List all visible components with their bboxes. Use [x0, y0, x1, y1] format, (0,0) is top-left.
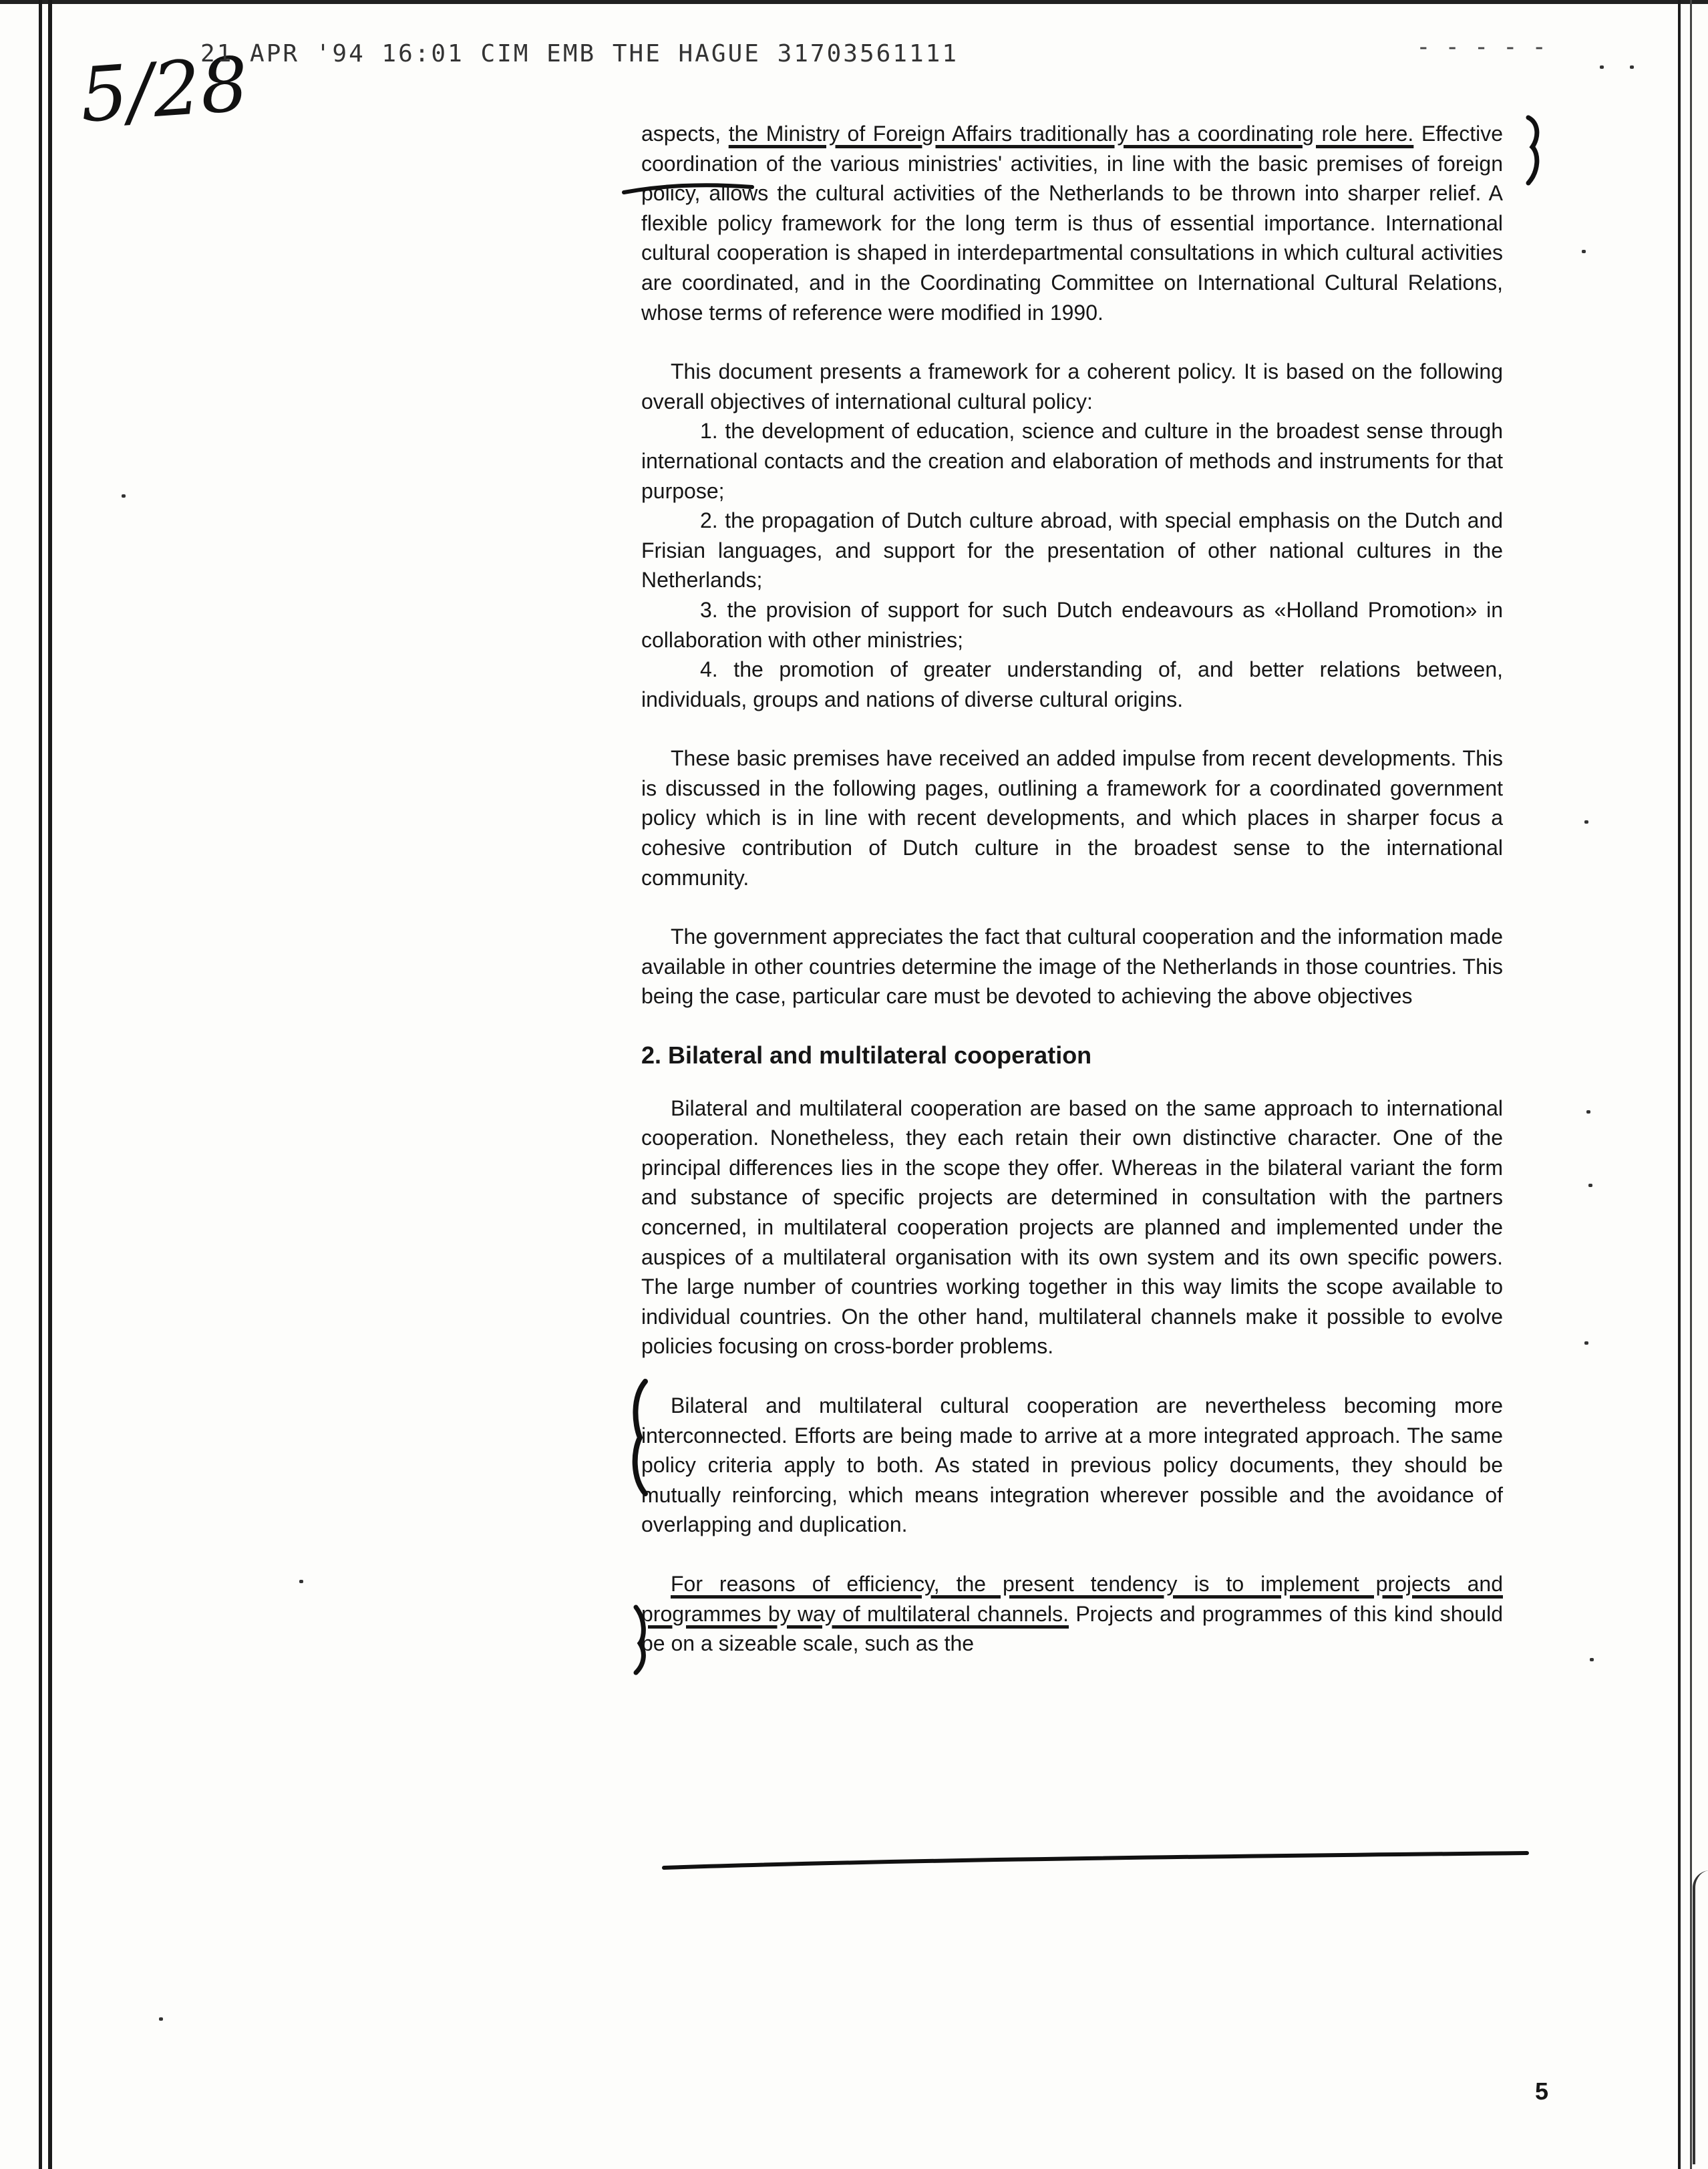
scan-speck [122, 494, 126, 498]
paragraph [641, 1569, 1503, 1659]
scan-speck [159, 2017, 163, 2021]
paragraph-text: Projects and programmes of this kind should be on a sizeable scale, such as the [641, 1601, 1504, 1656]
underlined-text: the Ministry of Foreign Affairs traditionally has a coordinating role here. [728, 122, 1414, 146]
list-item-text: the development of education, science and culture in the broadest sense through international contacts and the creation and elaboration of methods and instruments for that purpose; [641, 419, 1504, 503]
fax-corner-mark: - - - - - [1416, 33, 1547, 61]
pen-underline-stroke [661, 1849, 1530, 1876]
scan-speck [1584, 820, 1588, 824]
paragraph [641, 119, 1503, 327]
list-item [641, 506, 1503, 595]
list-number: 4. [700, 657, 718, 682]
scan-speck [1630, 65, 1634, 69]
paragraph-text: Effective coordination of the various ministries' activities, in line with the basic premises of foreign policy, allows the cultural activities of the Netherlands to be thrown into sharper relief. A flexible policy framework for the long term is thus of essential importance. International cultural cooperation is shaped in interdepartmental consultations in which cultural activities are coordinated, and in the Coordinating Committee on International Cultural Relations, whose terms of reference were modified in 1990. [641, 122, 1503, 325]
paragraph-text: aspects, [641, 122, 729, 146]
scan-edge-left-inner [48, 0, 52, 2169]
margin-brace-mark [1516, 114, 1550, 187]
paragraph: Bilateral and multilateral cultural cooperation are nevertheless becoming more interconnected. Efforts are being made to arrive at a more integrated approach. The same policy criteria apply to both. As stated in previous policy documents, they should be mutually reinforcing, which means integration wherever possible and the avoidance of overlapping and duplication. [641, 1393, 1503, 1537]
list-number: 3. [700, 597, 718, 622]
list-item-text: the propagation of Dutch culture abroad, with special emphasis on the Dutch and Frisian languages, and support for the presentation of other national cultures in the Netherlands; [641, 508, 1504, 593]
list-number: 1. [700, 419, 718, 444]
scan-edge-top [0, 0, 1708, 4]
paragraph: These basic premises have received an added impulse from recent developments. This is discussed in the following pages, outlining a framework for a coordinated government policy which is in line with recent developments, and which places in sharper focus a cohesive contribution of Dutch culture in the broadest sense to the international community. [641, 746, 1503, 890]
page-number: 5 [1535, 2077, 1549, 2105]
scan-edge-right-outer [1690, 0, 1692, 2169]
handwritten-page-mark: 5/28 [77, 41, 251, 140]
scan-edge-right-curl [1693, 1870, 1708, 2164]
pen-underline-stroke [621, 172, 755, 199]
paragraph: This document presents a framework for a coherent policy. It is based on the following overall objectives of international cultural policy: [641, 359, 1503, 413]
list-item [641, 416, 1503, 506]
paragraph: The government appreciates the fact that cultural cooperation and the information made available in other countries determine the image of the Netherlands in those countries. This being the case, particular care must be devoted to achieving the above objectives [641, 925, 1503, 1009]
scan-speck [1600, 65, 1604, 69]
list-item-text: the promotion of greater understanding of, and better relations between, individuals, groups and nations of diverse cultural origins. [641, 657, 1504, 711]
scan-speck [299, 1580, 303, 1583]
underlined-text: For reasons of efficiency, the present tendency is to implement projects and programmes by way of multilateral channels. [641, 1571, 1503, 1626]
objectives-list [641, 416, 1503, 714]
list-item [641, 655, 1503, 714]
scan-speck [1588, 1184, 1592, 1187]
fax-header: 21 APR '94 16:01 CIM EMB THE HAGUE 31703561111 [200, 40, 959, 67]
document-body [641, 119, 1503, 1688]
scan-speck [1586, 1110, 1590, 1114]
scan-speck [1582, 250, 1586, 253]
margin-bracket-mark [631, 1603, 651, 1677]
scan-edge-left [39, 0, 42, 2169]
scan-edge-right [1678, 0, 1681, 2169]
list-item [641, 595, 1503, 655]
margin-bracket-mark [625, 1377, 652, 1498]
list-number: 2. [700, 508, 718, 533]
paragraph: Bilateral and multilateral cooperation are based on the same approach to international cooperation. Nonetheless, they each retain their own distinctive character. One of the principal differences lies in the scope they offer. Whereas in the bilateral variant the form and substance of specific projects are determined in consultation with the partners concerned, in multilateral cooperation projects are planned and implemented under the auspices of a multilateral organisation with its own system and its own specific powers. The large number of countries working together in this way limits the scope available to individual countries. On the other hand, multilateral channels make it possible to evolve policies focusing on cross-border problems. [641, 1096, 1503, 1359]
list-item-text: the provision of support for such Dutch endeavours as «Holland Promotion» in collaboration with other ministries; [641, 597, 1504, 652]
section-heading: 2. Bilateral and multilateral cooperation [641, 1041, 1092, 1069]
scan-speck [1584, 1341, 1588, 1345]
scan-speck [1590, 1658, 1594, 1661]
